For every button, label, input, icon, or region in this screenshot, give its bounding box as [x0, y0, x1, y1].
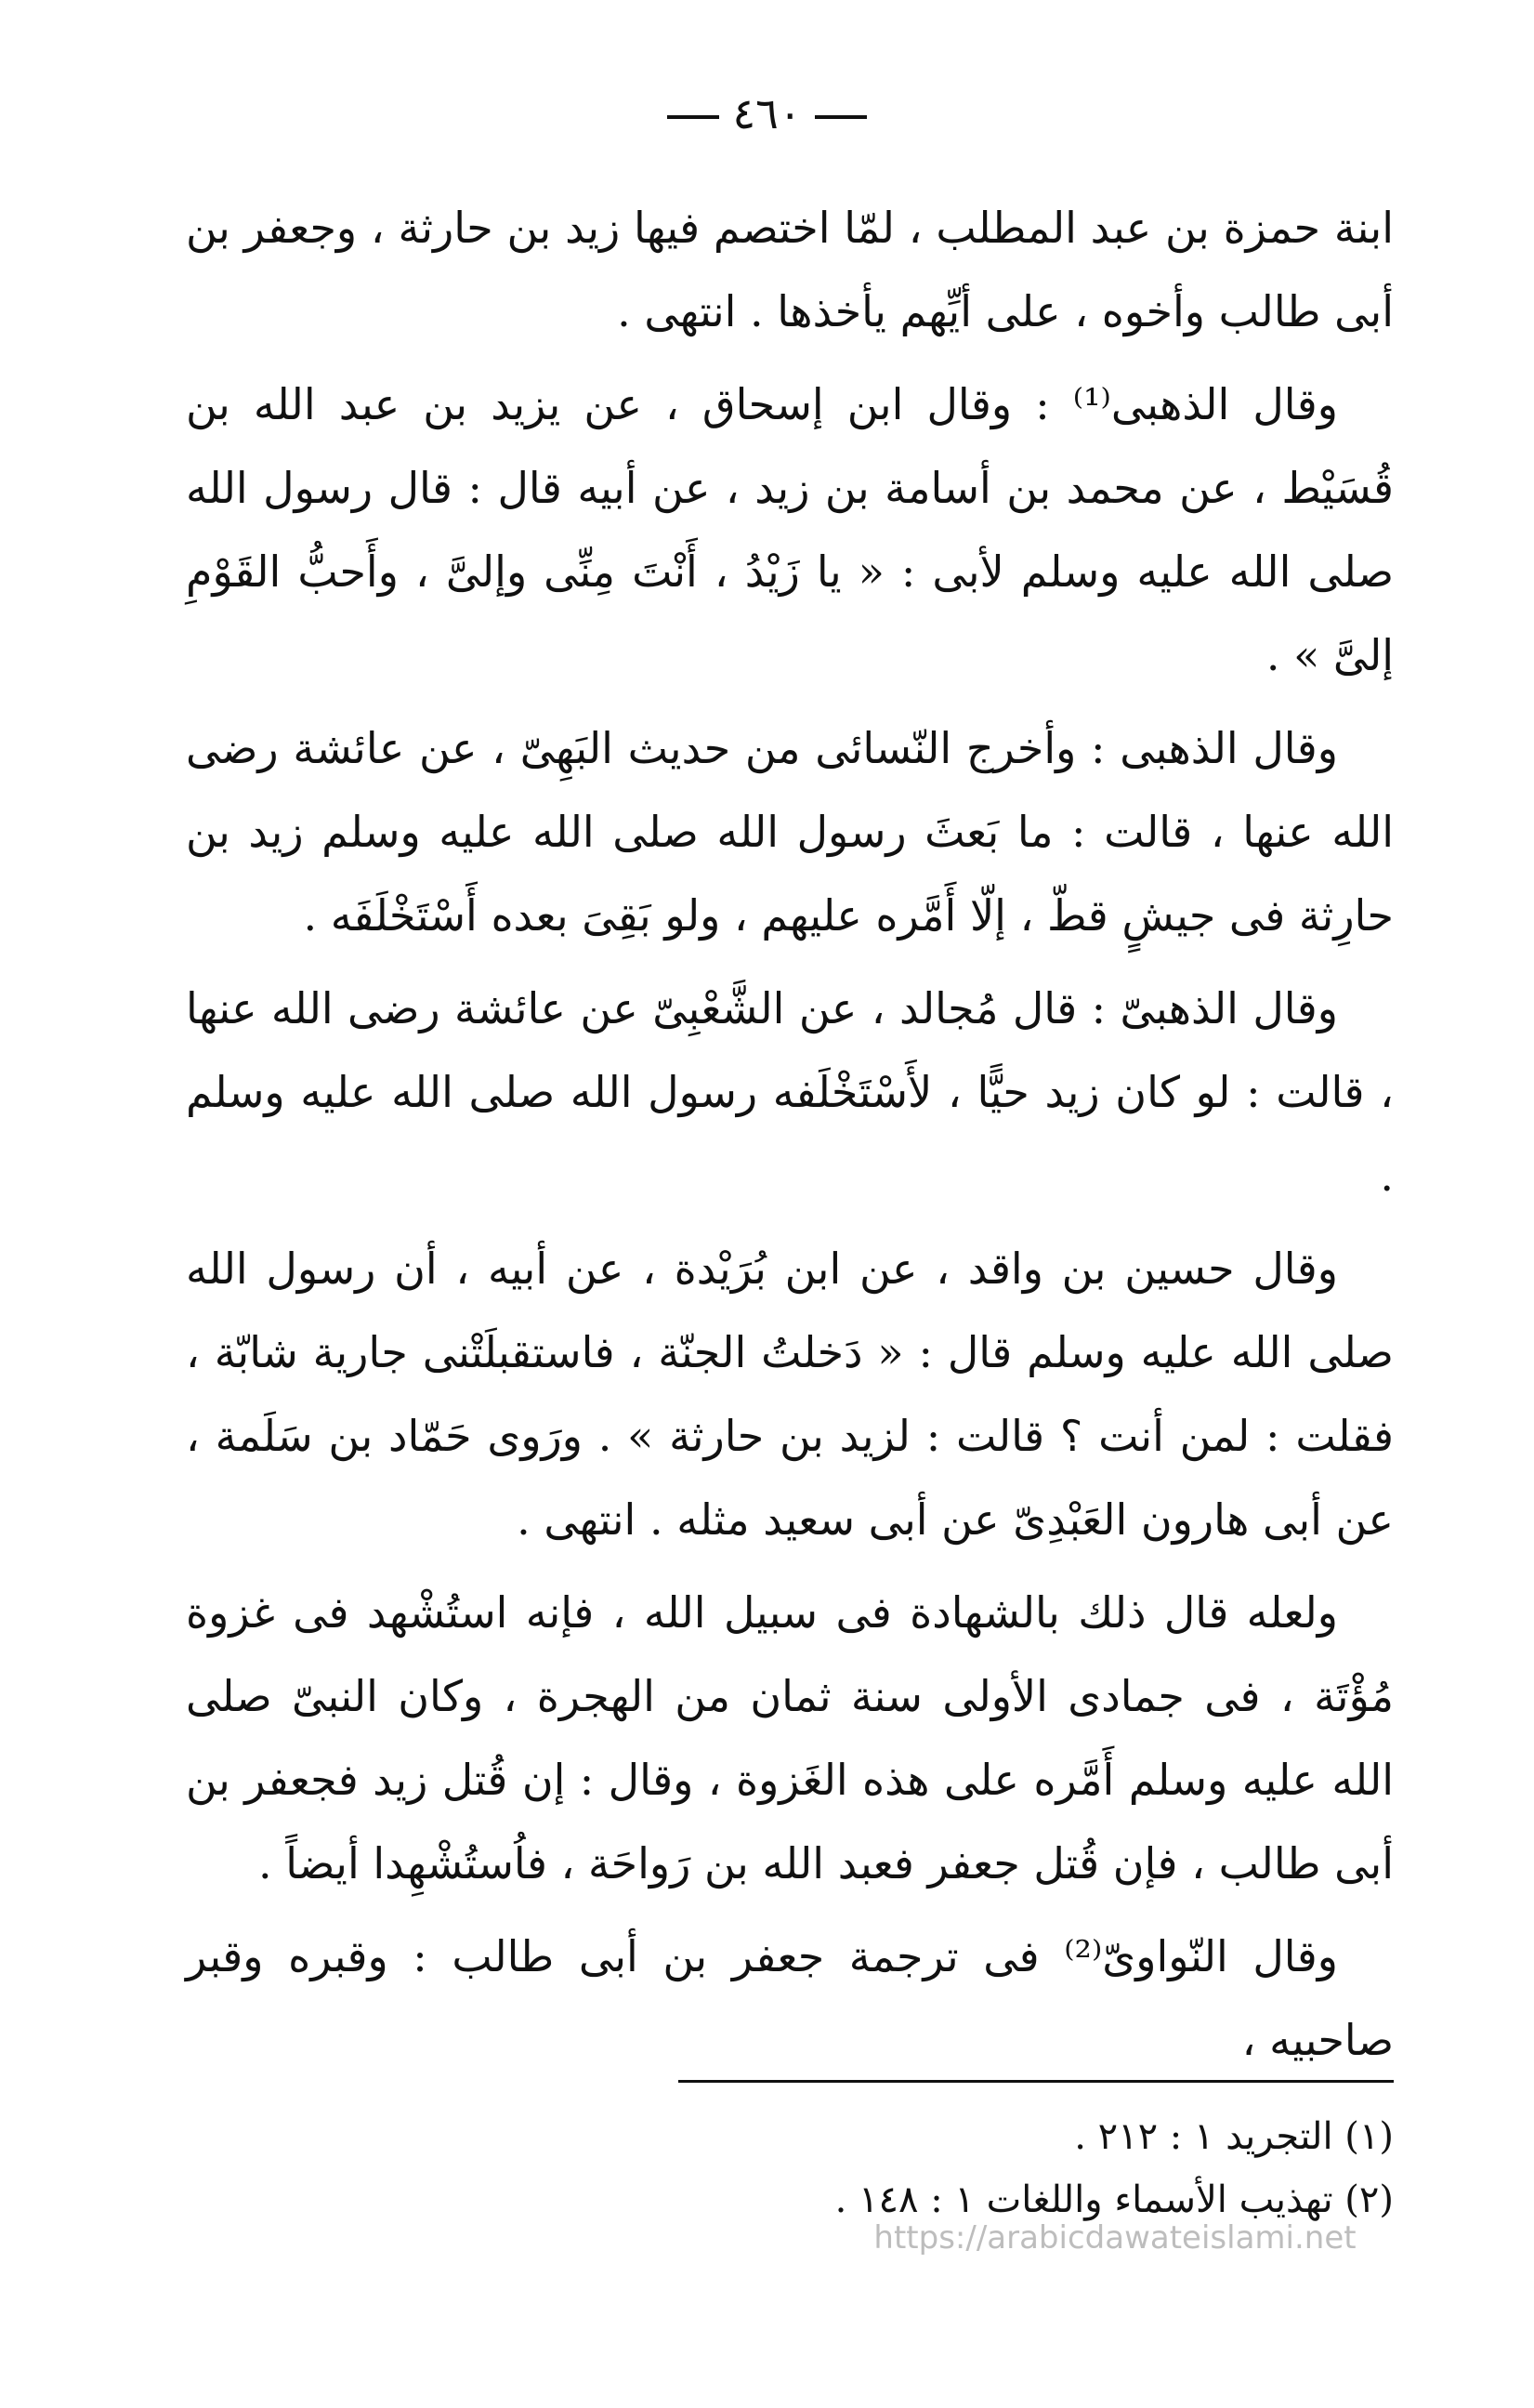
paragraph-7: وقال النّواوىّ⁽²⁾ فى ترجمة جعفر بن أبى طالب : وقبره وقبر صاحبيه ،	[186, 1931, 1394, 2065]
paragraph-1: ابنة حمزة بن عبد المطلب ، لمّا اختصم فيها زيد بن حارثة ، وجعفر بن أبى طالب وأخوه ، على أيِّهم يأخذها . انتهى .	[186, 203, 1394, 336]
page-number	[0, 86, 1534, 141]
footnotes	[557, 2105, 1394, 2231]
body-text	[186, 186, 1394, 2091]
page-number-dash-left	[667, 115, 719, 119]
paragraph-3: وقال الذهبى : وأخرج النّسائى من حديث البَهِىّ ، عن عائشة رضى الله عنها ، قالت : ما بَعثَ رسول الله صلى الله عليه وسلم زيد بن حارِثة فى جيشٍ قطّ ، إلّا أَمَّره عليهم ، ولو بَقِىَ بعده أَسْتَخْلَفَه .	[186, 723, 1394, 941]
paragraph-6: ولعله قال ذلك بالشهادة فى سبيل الله ، فإنه استُشْهد فى غزوة مُؤْتَة ، فى جمادى الأولى سنة ثمان من الهجرة ، وكان النبىّ صلى الله عليه وسلم أَمَّره على هذه الغَزوة ، وقال : إن قُتل زيد فجعفر بن أبى طالب ، فإن قُتل جعفر فعبد الله بن رَواحَة ، فاُستُشْهِدا أيضاً .	[186, 1587, 1395, 1888]
watermark-url: https://arabicdawateislami.net	[873, 2219, 1357, 2257]
footnote-2: (٢) تهذيب الأسماء واللغات ١ : ١٤٨ .	[834, 2178, 1394, 2221]
page-number-text: ٤٦٠	[732, 88, 802, 138]
footnote-divider	[678, 2080, 1394, 2083]
footnote-1: (١) التجريد ١ : ٢١٢ .	[1074, 2115, 1394, 2158]
page-number-dash-right	[815, 115, 867, 119]
paragraph-2: وقال الذهبى⁽¹⁾ : وقال ابن إسحاق ، عن يزيد بن عبد الله بن قُسَيْط ، عن محمد بن أسامة بن زيد ، عن أبيه قال : قال رسول الله صلى الله عليه وسلم لأبى : « يا زَيْدُ ، أَنْتَ مِنِّى وإلىَّ ، وأَحبُّ القَوْمِ إلىَّ » .	[186, 379, 1394, 680]
paragraph-4: وقال الذهبىّ : قال مُجالد ، عن الشَّعْبِىّ عن عائشة رضى الله عنها ، قالت : لو كان زيد حيًّا ، لأَسْتَخْلَفه رسول الله صلى الله عليه وسلم .	[186, 983, 1394, 1201]
paragraph-5: وقال حسين بن واقد ، عن ابن بُرَيْدة ، عن أبيه ، أن رسول الله صلى الله عليه وسلم قال : « دَخلتُ الجنّة ، فاستقبلَتْنى جارية شابّة ، فقلت : لمن أنت ؟ قالت : لزيد بن حارثة » . ورَوى حَمّاد بن سَلَمة ، عن أبى هارون العَبْدِىّ عن أبى سعيد مثله . انتهى .	[186, 1243, 1394, 1545]
